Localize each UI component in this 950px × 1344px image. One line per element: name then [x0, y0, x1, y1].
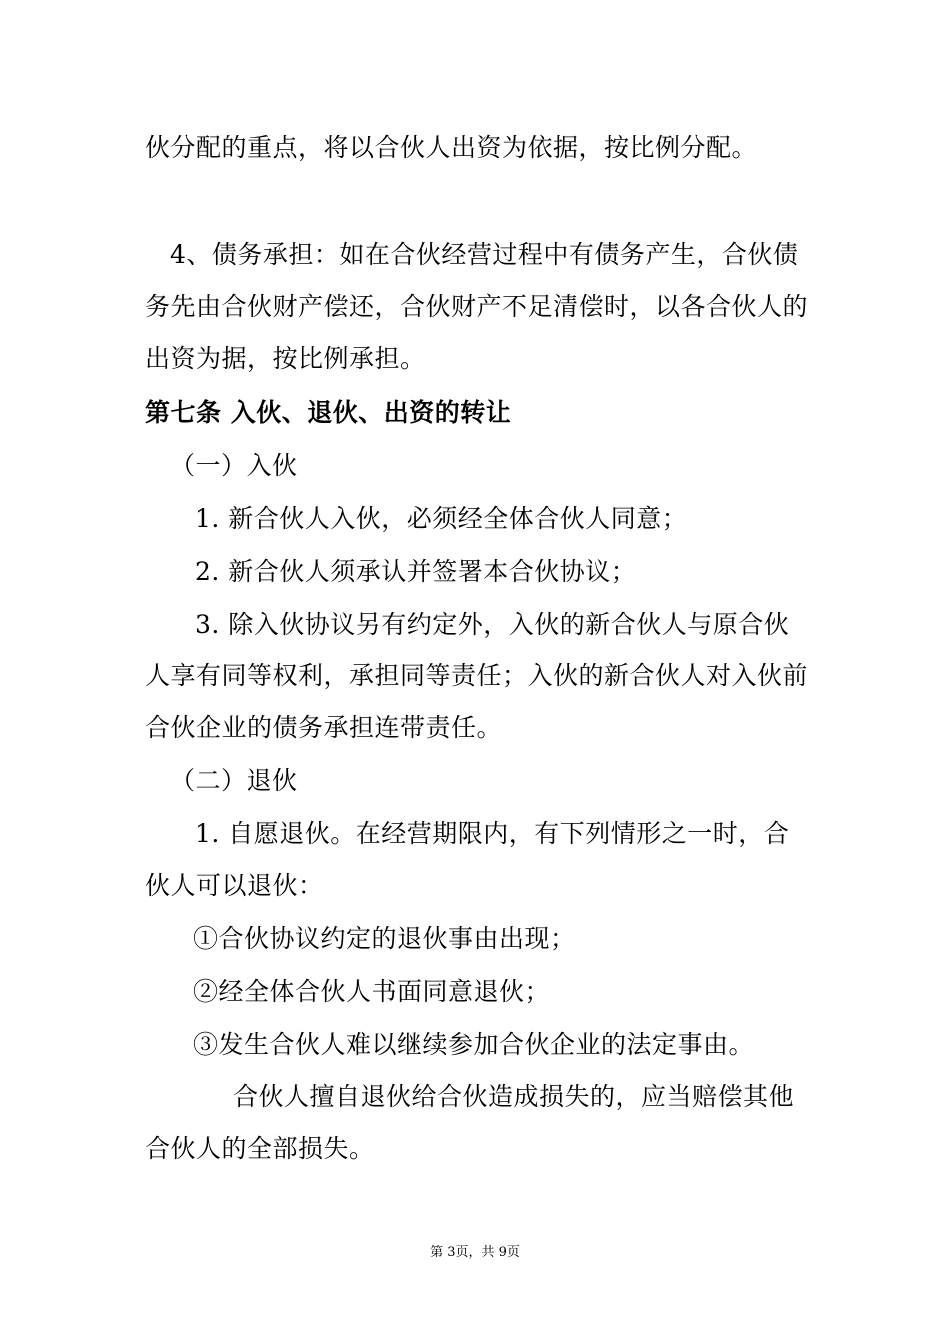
paragraph-line-10: 人享有同等权利，承担同等责任；入伙的新合伙人对入伙前 — [145, 661, 809, 690]
section-heading: 第七条 入伙、退伙、出资的转让 — [145, 398, 512, 427]
circled-item-1: ①合伙协议约定的退伙事由出现； — [193, 924, 576, 953]
paragraph-line-11: 合伙企业的债务承担连带责任。 — [145, 713, 503, 742]
paragraph-line-4: 出资为据，按比例承担。 — [145, 344, 426, 373]
list-item-withdraw-1: 1. 自愿退伙。在经营期限内，有下列情形之一时，合 — [195, 819, 790, 848]
list-item-join-2: 2. 新合伙人须承认并签署本合伙协议； — [195, 557, 637, 586]
paragraph-line-3: 务先由合伙财产偿还，合伙财产不足清偿时，以各合伙人的 — [145, 292, 809, 321]
subsection-heading-join: （一）入伙 — [170, 451, 298, 480]
paragraph-line-18: 合伙人擅自退伙给合伙造成损失的，应当赔偿其他 — [233, 1082, 795, 1111]
subsection-heading-withdraw: （二）退伙 — [170, 766, 298, 795]
paragraph-line-2: 4、债务承担：如在合伙经营过程中有债务产生，合伙债 — [170, 240, 799, 269]
circled-item-3: ③发生合伙人难以继续参加合伙企业的法定事由。 — [193, 1030, 755, 1059]
circled-item-2: ②经全体合伙人书面同意退伙； — [193, 977, 551, 1006]
paragraph-line-19: 合伙人的全部损失。 — [145, 1134, 375, 1163]
list-item-join-3: 3. 除入伙协议另有约定外，入伙的新合伙人与原合伙 — [195, 610, 790, 639]
paragraph-line-14: 伙人可以退伙： — [145, 871, 324, 900]
paragraph-line-1: 伙分配的重点，将以合伙人出资为依据，按比例分配。 — [145, 133, 758, 162]
list-item-join-1: 1. 新合伙人入伙，必须经全体合伙人同意； — [195, 504, 688, 533]
page-number-footer: 第 3页，共 9页 — [430, 1245, 520, 1260]
